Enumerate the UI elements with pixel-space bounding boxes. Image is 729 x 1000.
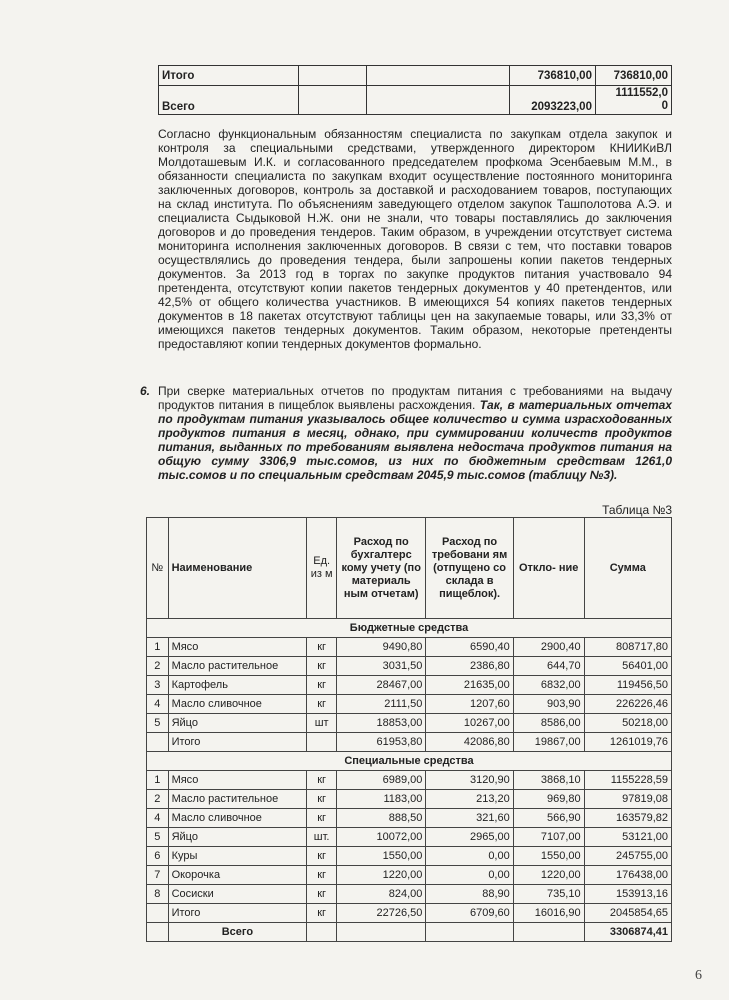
unit (307, 733, 337, 752)
cell-value: 1111552,0 0 (595, 86, 671, 115)
deviation-value: 3868,10 (513, 771, 584, 790)
table-row (147, 695, 672, 714)
section-header-row (147, 619, 672, 638)
body-paragraph (158, 127, 672, 351)
product-name: Масло растительное (168, 657, 307, 676)
grand-total-label: Всего (168, 923, 307, 942)
row-number: 4 (147, 695, 169, 714)
page-number: 6 (695, 968, 702, 983)
product-name: Куры (168, 847, 307, 866)
row-number: 5 (147, 714, 169, 733)
unit: кг (307, 866, 337, 885)
accounting-value: 22726,50 (337, 904, 426, 923)
product-name: Сосиски (168, 885, 307, 904)
product-name: Мясо (168, 638, 307, 657)
accounting-value: 1183,00 (337, 790, 426, 809)
cell-value: 2093223,00 (510, 86, 596, 115)
row-label: Всего (159, 86, 299, 115)
sum-value: 1261019,76 (584, 733, 671, 752)
header-accounting: Расход по бухгалтерс кому учету (по материаль ным отчетам) (337, 518, 426, 619)
table-row (159, 66, 672, 86)
product-name: Масло сливочное (168, 695, 307, 714)
accounting-value: 1550,00 (337, 847, 426, 866)
cell-value: 736810,00 (510, 66, 596, 86)
deviation-value: 6832,00 (513, 676, 584, 695)
row-number: 6 (147, 847, 169, 866)
row-label: Итого (159, 66, 299, 86)
sum-value: 119456,50 (584, 676, 671, 695)
product-name: Яйцо (168, 714, 307, 733)
product-name: Масло сливочное (168, 809, 307, 828)
sum-value: 1155228,59 (584, 771, 671, 790)
shortage-table (146, 517, 672, 942)
unit: шт. (307, 828, 337, 847)
requisition-value: 3120,90 (426, 771, 513, 790)
product-name: Масло растительное (168, 790, 307, 809)
requisition-value: 0,00 (426, 866, 513, 885)
accounting-value: 2111,50 (337, 695, 426, 714)
unit: кг (307, 809, 337, 828)
requisition-value: 213,20 (426, 790, 513, 809)
accounting-value: 61953,80 (337, 733, 426, 752)
table-caption: Таблица №3 (602, 503, 672, 517)
header-unit: Ед. из м (307, 518, 337, 619)
item-number: 6. (140, 384, 151, 398)
accounting-value: 6989,00 (337, 771, 426, 790)
table-row (159, 86, 672, 115)
sum-value: 176438,00 (584, 866, 671, 885)
header-requisition: Расход по требовани ям (отпущено со склада в пищеблок). (426, 518, 513, 619)
requisition-value: 0,00 (426, 847, 513, 866)
requisition-value: 42086,80 (426, 733, 513, 752)
table-header-row (147, 518, 672, 619)
sum-value: 2045854,65 (584, 904, 671, 923)
product-name: Окорочка (168, 866, 307, 885)
paragraph-text: Согласно функциональным обязанностям специалиста по закупкам отдела закупок и контроля за специальными средствами, утвержденного директором КНИИКиВЛ Молдоташевым И.К. и согласованного председателем профкома Эсенбаевым М.М., в обязанности специалиста по закупкам входит осуществление постоянного мониторинга заключенных договоров, контроль за доставкой и расходованием товаров, поступающих на склад института. По объяснениям заведующего отделом закупок Ташполотова А.Э. и специалиста Сыдыковой Н.Ж. они не знали, что товары поставлялись до заключения договоров и до проведения тендеров. Таким образом, в учреждении отсутствует система мониторинга исполнения заключенных договоров. В связи с тем, что поставки товаров осуществлялись до проведения тендера, были запрошены копии пакетов тендерных документов. За 2013 год в торгах по закупке продуктов питания участвовало 94 претендента, отсутствуют копии пакетов тендерных документов у 40 претендентов, или 42,5% от общего количества участников. В имеющихся 54 копиях пакетов тендерных документов в 18 пакетах отсутствуют таблицы цен на закупаемые товары, или 33,3% от имеющихся пакетов тендерных документов. Таким образом, некоторые претенденты предоставляют копии тендерных документов формально. (158, 127, 672, 351)
requisition-value: 88,90 (426, 885, 513, 904)
header-name: Наименование (168, 518, 307, 619)
deviation-value: 16016,90 (513, 904, 584, 923)
requisition-value: 10267,00 (426, 714, 513, 733)
section-title: Специальные средства (147, 752, 672, 771)
table-row (147, 847, 672, 866)
table-row (147, 676, 672, 695)
row-number: 7 (147, 866, 169, 885)
deviation-value: 8586,00 (513, 714, 584, 733)
unit: кг (307, 904, 337, 923)
deviation-value: 1550,00 (513, 847, 584, 866)
section-header-row (147, 752, 672, 771)
item-emphasis: Так, в материальных отчетах по продуктам питания указывалось общее количество и сумма израсходованных продуктов питания в месяц, однако, при суммировании количеств продуктов питания, выданных по требованиям выявлена недостача продуктов питания на общую сумму 3306,9 тыс.сомов, из них по бюджетным средствам 1261,0 тыс.сомов и по специальным средствам 2045,9 тыс.сомов (таблицу №3). (158, 398, 672, 482)
table-row (147, 828, 672, 847)
deviation-value: 566,90 (513, 809, 584, 828)
deviation-value: 19867,00 (513, 733, 584, 752)
accounting-value: 888,50 (337, 809, 426, 828)
deviation-value: 969,80 (513, 790, 584, 809)
row-number (147, 904, 169, 923)
sum-value: 163579,82 (584, 809, 671, 828)
accounting-value: 28467,00 (337, 676, 426, 695)
sum-value: 97819,08 (584, 790, 671, 809)
row-number (147, 733, 169, 752)
table-row (147, 904, 672, 923)
product-name: Итого (168, 904, 307, 923)
continuation-table (158, 65, 672, 115)
row-number: 2 (147, 657, 169, 676)
row-number: 1 (147, 771, 169, 790)
grand-total-row (147, 923, 672, 942)
item-text: При сверке материальных отчетов по продуктам питания с требованиями на выдачу продуктов питания в пищеблок выявлены расхождения. (158, 384, 672, 412)
unit: шт (307, 714, 337, 733)
deviation-value: 2900,40 (513, 638, 584, 657)
table-row (147, 866, 672, 885)
unit: кг (307, 676, 337, 695)
table-row (147, 733, 672, 752)
deviation-value: 7107,00 (513, 828, 584, 847)
header-deviation: Откло- ние (513, 518, 584, 619)
table-row (147, 809, 672, 828)
table-row (147, 771, 672, 790)
unit: кг (307, 847, 337, 866)
deviation-value: 644,70 (513, 657, 584, 676)
accounting-value: 18853,00 (337, 714, 426, 733)
sum-value: 245755,00 (584, 847, 671, 866)
unit: кг (307, 695, 337, 714)
requisition-value: 1207,60 (426, 695, 513, 714)
row-number: 4 (147, 809, 169, 828)
row-number: 8 (147, 885, 169, 904)
accounting-value: 10072,00 (337, 828, 426, 847)
table-row (147, 657, 672, 676)
unit: кг (307, 657, 337, 676)
unit: кг (307, 790, 337, 809)
row-number: 1 (147, 638, 169, 657)
sum-value: 50218,00 (584, 714, 671, 733)
accounting-value: 824,00 (337, 885, 426, 904)
requisition-value: 2386,80 (426, 657, 513, 676)
unit: кг (307, 771, 337, 790)
header-sum: Сумма (584, 518, 671, 619)
deviation-value: 1220,00 (513, 866, 584, 885)
section-title: Бюджетные средства (147, 619, 672, 638)
table-row (147, 638, 672, 657)
grand-total-sum: 3306874,41 (584, 923, 671, 942)
row-number: 5 (147, 828, 169, 847)
accounting-value: 9490,80 (337, 638, 426, 657)
unit: кг (307, 885, 337, 904)
product-name: Яйцо (168, 828, 307, 847)
accounting-value: 1220,00 (337, 866, 426, 885)
cell-value: 736810,00 (595, 66, 671, 86)
product-name: Картофель (168, 676, 307, 695)
requisition-value: 6709,60 (426, 904, 513, 923)
sum-value: 153913,16 (584, 885, 671, 904)
row-number: 3 (147, 676, 169, 695)
deviation-value: 735,10 (513, 885, 584, 904)
sum-value: 226226,46 (584, 695, 671, 714)
table-row (147, 885, 672, 904)
product-name: Итого (168, 733, 307, 752)
product-name: Мясо (168, 771, 307, 790)
row-number: 2 (147, 790, 169, 809)
unit: кг (307, 638, 337, 657)
requisition-value: 6590,40 (426, 638, 513, 657)
sum-value: 808717,80 (584, 638, 671, 657)
requisition-value: 2965,00 (426, 828, 513, 847)
deviation-value: 903,90 (513, 695, 584, 714)
accounting-value: 3031,50 (337, 657, 426, 676)
requisition-value: 321,60 (426, 809, 513, 828)
sum-value: 53121,00 (584, 828, 671, 847)
item-6 (140, 384, 672, 482)
sum-value: 56401,00 (584, 657, 671, 676)
table-row (147, 714, 672, 733)
requisition-value: 21635,00 (426, 676, 513, 695)
header-no: № (147, 518, 169, 619)
table-row (147, 790, 672, 809)
